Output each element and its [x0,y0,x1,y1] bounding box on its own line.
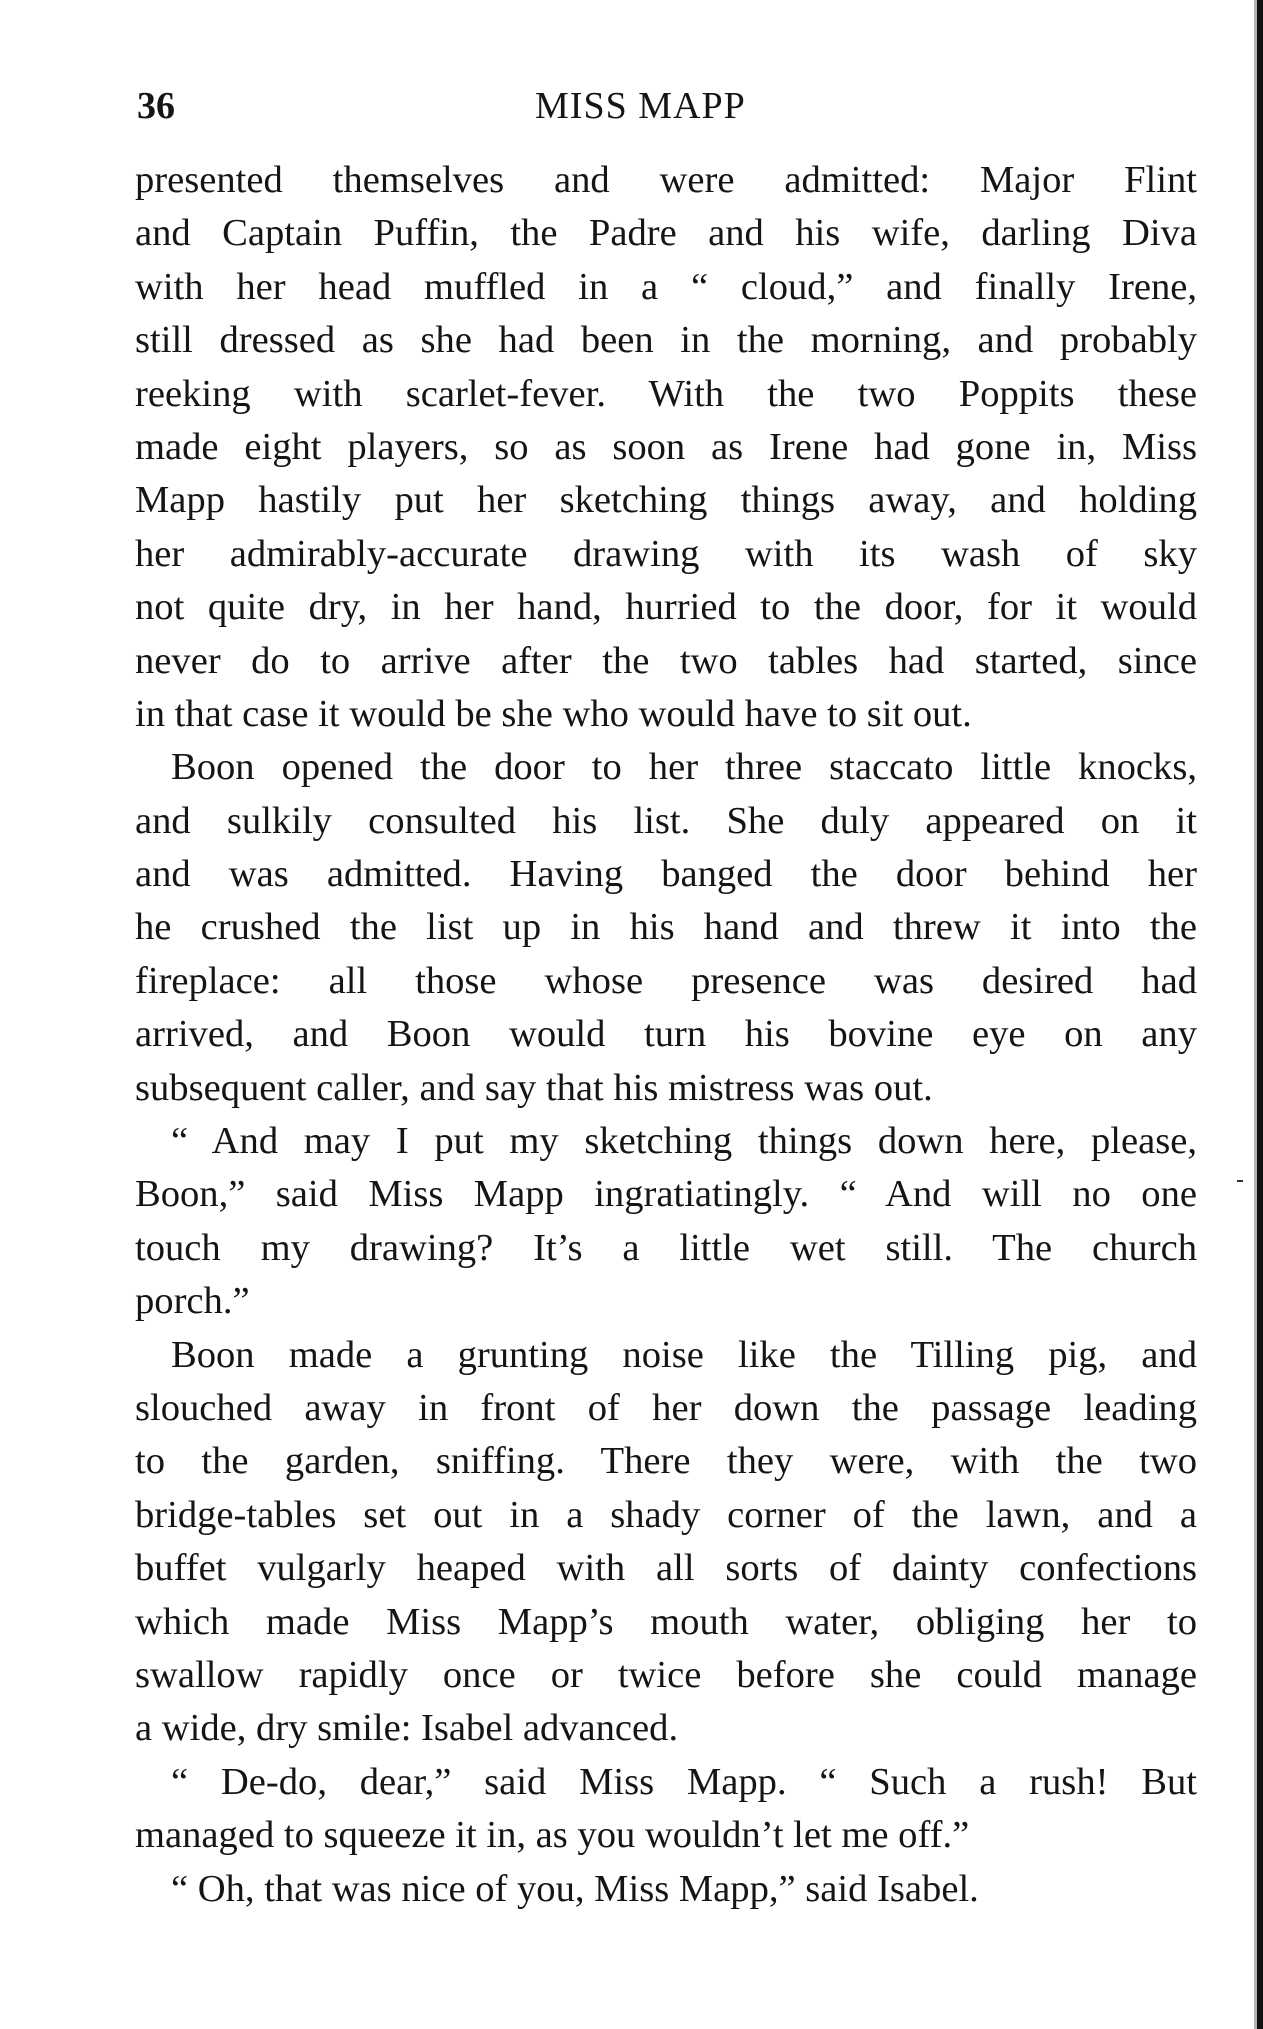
text-line: Boon,” said Miss Mapp ingratiatingly. “ And will no one [135,1173,1197,1216]
text-line: a wide, dry smile: Isabel advanced. [135,1707,679,1750]
text-line: fireplace: all those whose presence was desired had [135,959,1197,1002]
text-line: porch.” [135,1280,250,1323]
text-line: swallow rapidly once or twice before she could manage [135,1653,1197,1696]
paragraph-start-line: Boon opened the door to her three staccato little knocks, [171,746,1197,789]
text-line: to the garden, sniffing. There they were, with the two [135,1440,1197,1483]
page-header [137,84,1197,136]
text-line: not quite dry, in her hand, hurried to the door, for it would [135,586,1197,629]
paragraph-start-line: Boon made a grunting noise like the Tilling pig, and [171,1333,1197,1376]
paragraph-start-line: “ And may I put my sketching things down here, please, [171,1120,1197,1163]
text-line: buffet vulgarly heaped with all sorts of dainty confections [135,1547,1197,1590]
text-line: presented themselves and were admitted: Major Flint [135,159,1197,201]
text-line: her admirably-accurate drawing with its wash of sky [135,532,1197,575]
text-line: and sulkily consulted his list. She duly appeared on it [135,799,1197,842]
text-line: slouched away in front of her down the passage leading [135,1386,1197,1429]
text-line: still dressed as she had been in the morning, and probably [135,319,1197,362]
text-line: which made Miss Mapp’s mouth water, obliging her to [135,1600,1197,1643]
paragraph-start-line: “ Oh, that was nice of you, Miss Mapp,” said Isabel. [171,1867,979,1910]
page-number: 36 [137,85,175,127]
text-line: touch my drawing? It’s a little wet still. The church [135,1226,1197,1269]
text-line: managed to squeeze it in, as you wouldn’t let me off.” [135,1814,970,1857]
text-line: and Captain Puffin, the Padre and his wife, darling Diva [135,212,1197,255]
text-line: made eight players, so as soon as Irene had gone in, Miss [135,425,1197,468]
paragraph-start-line: “ De-do, dear,” said Miss Mapp. “ Such a rush! But [171,1760,1197,1803]
text-line: he crushed the list up in his hand and threw it into the [135,906,1197,949]
text-line: with her head muffled in a “ cloud,” and finally Irene, [135,265,1197,308]
scan-speck [1237,1180,1243,1182]
text-line: in that case it would be she who would have to sit out. [135,692,972,735]
text-line: Mapp hastily put her sketching things away, and holding [135,479,1197,522]
text-line: reeking with scarlet-fever. With the two Poppits these [135,372,1197,415]
text-line: subsequent caller, and say that his mistress was out. [135,1066,933,1109]
body-text [135,154,1197,1916]
page-edge [1257,0,1263,2029]
text-line: bridge-tables set out in a shady corner of the lawn, and a [135,1493,1197,1536]
text-line: arrived, and Boon would turn his bovine eye on any [135,1013,1197,1056]
text-line: never do to arrive after the two tables had started, since [135,639,1197,682]
text-line: and was admitted. Having banged the door behind her [135,853,1197,896]
running-title: MISS MAPP [535,85,746,127]
